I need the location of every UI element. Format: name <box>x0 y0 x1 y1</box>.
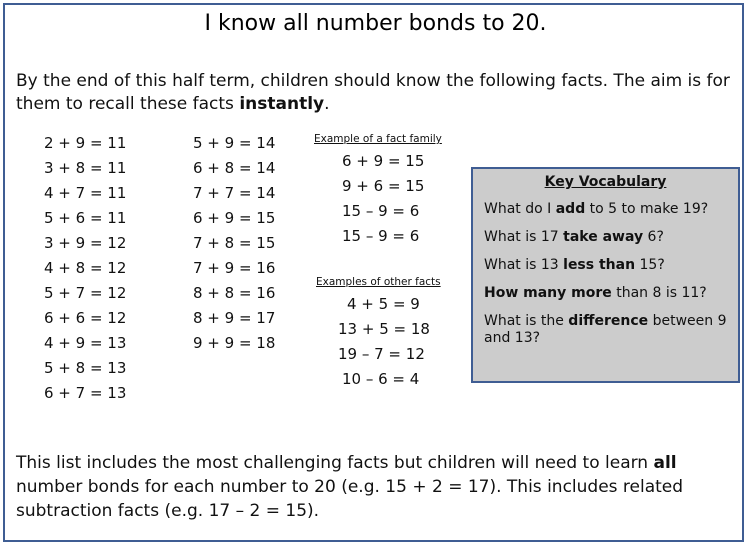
other-fact-item: 10 – 6 = 4 <box>342 370 420 388</box>
other-facts-label: Examples of other facts <box>316 276 441 288</box>
fact-item: 4 + 8 = 12 <box>44 259 127 277</box>
vocab-keyword: less than <box>563 257 636 273</box>
fact-item: 5 + 7 = 12 <box>44 284 127 302</box>
fact-item: 8 + 8 = 16 <box>193 284 276 302</box>
vocab-text: What do I <box>484 201 556 217</box>
other-fact-item: 4 + 5 = 9 <box>347 295 420 313</box>
vocab-keyword: add <box>555 201 586 217</box>
other-facts-list <box>338 292 430 392</box>
vocab-text: What is 17 <box>484 229 564 245</box>
footer-emphasis: all <box>653 453 677 473</box>
fact-item: 5 + 8 = 13 <box>44 359 127 377</box>
fact-family-item: 9 + 6 = 15 <box>342 177 425 195</box>
fact-item: 6 + 8 = 14 <box>193 159 276 177</box>
footer-paragraph <box>16 451 741 523</box>
fact-item: 6 + 9 = 15 <box>193 209 276 227</box>
key-vocabulary-list <box>484 201 736 358</box>
fact-item: 3 + 8 = 11 <box>44 159 127 177</box>
vocab-question <box>484 229 736 246</box>
facts-column-2 <box>193 131 275 356</box>
intro-text: By the end of this half term, children should know the following facts. The aim is for them to recall these facts <box>16 71 730 114</box>
fact-item: 3 + 9 = 12 <box>44 234 127 252</box>
fact-item: 4 + 9 = 13 <box>44 334 127 352</box>
page-title: I know all number bonds to 20. <box>204 11 547 36</box>
fact-item: 6 + 6 = 12 <box>44 309 127 327</box>
intro-end: . <box>324 94 330 114</box>
vocab-question <box>484 201 736 218</box>
facts-column-1 <box>44 131 126 406</box>
fact-item: 5 + 9 = 14 <box>193 134 276 152</box>
vocab-keyword: How many more <box>484 285 612 301</box>
vocab-text: than 8 is 11? <box>611 285 707 301</box>
key-vocabulary-box <box>471 167 740 383</box>
key-vocabulary-title: Key Vocabulary <box>544 174 667 190</box>
fact-family-label: Example of a fact family <box>314 133 442 145</box>
fact-item: 2 + 9 = 11 <box>44 134 127 152</box>
footer-text: This list includes the most challenging facts but children will need to learn <box>16 453 654 473</box>
vocab-text: What is the <box>484 313 569 329</box>
intro-paragraph <box>16 70 741 116</box>
other-fact-item: 19 – 7 = 12 <box>338 345 425 363</box>
vocab-text: between 9 and 13? <box>484 313 727 346</box>
fact-item: 7 + 9 = 16 <box>193 259 276 277</box>
vocab-text: 6? <box>643 229 664 245</box>
vocab-text: to 5 to make 19? <box>585 201 709 217</box>
vocab-text: What is 13 <box>484 257 564 273</box>
vocab-text: 15? <box>635 257 665 273</box>
vocab-question <box>484 313 736 347</box>
vocab-question <box>484 257 736 274</box>
fact-family-item: 15 – 9 = 6 <box>342 202 420 220</box>
fact-item: 7 + 7 = 14 <box>193 184 276 202</box>
fact-item: 6 + 7 = 13 <box>44 384 127 402</box>
fact-family-item: 15 – 9 = 6 <box>342 227 420 245</box>
fact-item: 8 + 9 = 17 <box>193 309 276 327</box>
fact-item: 9 + 9 = 18 <box>193 334 276 352</box>
fact-item: 5 + 6 = 11 <box>44 209 127 227</box>
fact-family-item: 6 + 9 = 15 <box>342 152 425 170</box>
footer-text: number bonds for each number to 20 (e.g. 15 + 2 = 17). This includes related subtraction facts (e.g. 17 – 2 = 15). <box>16 477 684 521</box>
fact-item: 7 + 8 = 15 <box>193 234 276 252</box>
vocab-keyword: difference <box>568 313 649 329</box>
other-fact-item: 13 + 5 = 18 <box>338 320 430 338</box>
fact-item: 4 + 7 = 11 <box>44 184 127 202</box>
vocab-keyword: take away <box>563 229 644 245</box>
intro-emphasis: instantly <box>239 94 325 114</box>
fact-family-list <box>342 149 424 249</box>
vocab-question <box>484 285 736 302</box>
